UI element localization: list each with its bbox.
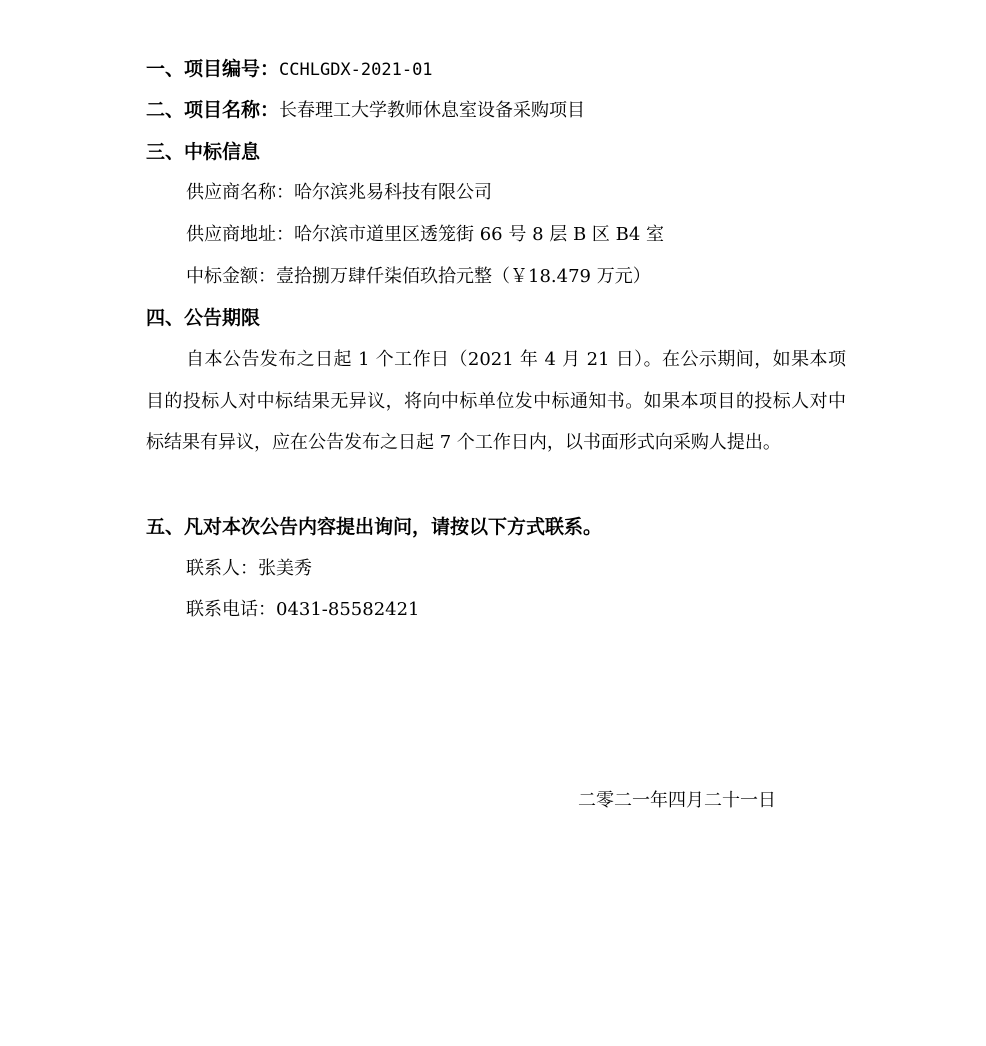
project-name-label: 二、项目名称： bbox=[146, 99, 280, 121]
contact-person: 联系人：张美秀 bbox=[186, 558, 312, 579]
notice-period-body: 自本公告发布之日起 1 个工作日（2021 年 4 月 21 日）。在公示期间，如果本项目的投标人对中标结果无异议，将向中标单位发中标通知书。如果本项目的投标人对中标结果有异议，应在公告发布之日起 7 个工作日内，以书面形式向采购人提出。 bbox=[146, 349, 846, 453]
project-number-label: 一、项目编号： bbox=[146, 58, 280, 80]
announcement-date: 二零二一年四月二十一日 bbox=[578, 790, 776, 811]
project-name-row bbox=[146, 99, 585, 122]
contact-phone: 联系电话：0431-85582421 bbox=[186, 599, 420, 620]
notice-period-heading: 四、公告期限 bbox=[146, 307, 261, 329]
bid-amount: 中标金额：壹拾捌万肆仟柒佰玖拾元整（￥18.479 万元） bbox=[186, 266, 651, 287]
contact-heading: 五、凡对本次公告内容提出询问，请按以下方式联系。 bbox=[146, 516, 603, 538]
supplier-address: 供应商地址：哈尔滨市道里区透笼街 66 号 8 层 B 区 B4 室 bbox=[186, 224, 665, 245]
project-number-row bbox=[146, 58, 433, 81]
project-number-value: CCHLGDX-2021-01 bbox=[279, 60, 433, 80]
bid-info-heading: 三、中标信息 bbox=[146, 141, 261, 163]
project-name-value: 长春理工大学教师休息室设备采购项目 bbox=[279, 100, 586, 121]
supplier-name: 供应商名称：哈尔滨兆易科技有限公司 bbox=[186, 182, 492, 203]
